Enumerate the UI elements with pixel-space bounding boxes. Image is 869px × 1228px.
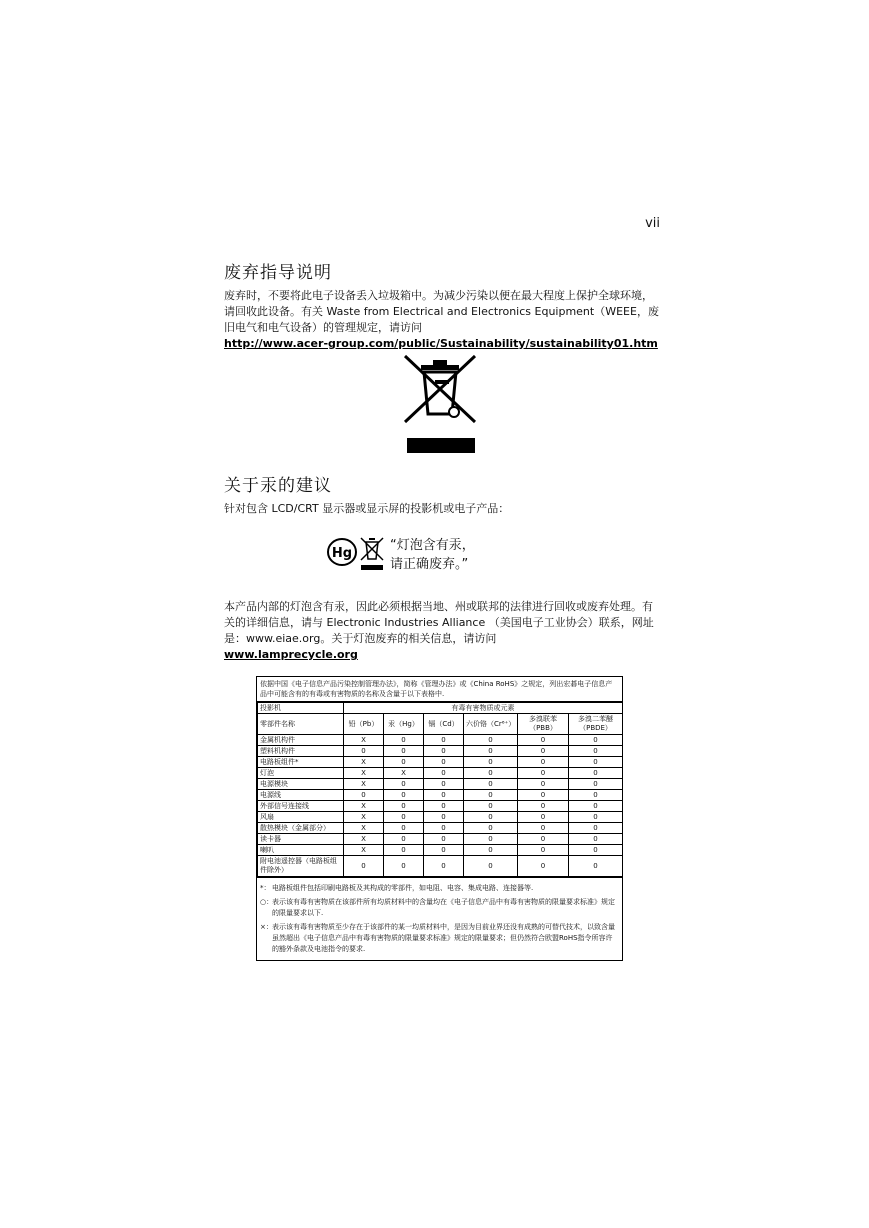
rohs-value-cell: 0 (464, 845, 518, 856)
rohs-value-cell: 0 (384, 812, 424, 823)
rohs-value-cell: 0 (384, 823, 424, 834)
mercury-quote-line2: 请正确废弃。” (390, 557, 469, 572)
rohs-part-name: 外部信号连接线 (258, 801, 344, 812)
rohs-value-cell: 0 (464, 801, 518, 812)
rohs-value-cell: 0 (569, 768, 623, 779)
rohs-value-cell: 0 (518, 812, 569, 823)
rohs-value-cell: 0 (384, 779, 424, 790)
rohs-value-cell: X (344, 801, 384, 812)
rohs-value-cell: 0 (384, 790, 424, 801)
rohs-value-cell: 0 (424, 790, 464, 801)
rohs-note-text: 电路板组件包括印刷电路板及其构成的零部件，如电阻、电容、集成电路、连接器等. (272, 884, 534, 892)
table-row (258, 746, 623, 757)
rohs-part-name: 金属机构件 (258, 735, 344, 746)
rohs-note-text: 表示该有毒有害物质在该部件所有均质材料中的含量均在《电子信息产品中有毒有害物质的限量要求标准》规定的限量要求以下. (272, 898, 615, 917)
rohs-value-cell: 0 (569, 823, 623, 834)
rohs-column-header: 多溴联苯（PBB） (518, 714, 569, 735)
table-row (258, 812, 623, 823)
rohs-value-cell: 0 (384, 845, 424, 856)
rohs-value-cell: 0 (464, 779, 518, 790)
mercury-quote-line1: “灯泡含有汞， (390, 538, 475, 553)
rohs-value-cell: 0 (569, 746, 623, 757)
rohs-part-name: 塑料机构件 (258, 746, 344, 757)
rohs-value-cell: 0 (569, 834, 623, 845)
rohs-value-cell: 0 (384, 856, 424, 877)
rohs-column-header: 多溴二苯醚（PBDE） (569, 714, 623, 735)
rohs-value-cell: 0 (424, 779, 464, 790)
table-row (258, 823, 623, 834)
table-row (258, 779, 623, 790)
mercury-heading: 关于汞的建议 (224, 476, 332, 496)
mercury-paragraph (224, 599, 660, 663)
rohs-column-header: 铅（Pb） (344, 714, 384, 735)
rohs-part-name: 电源模块 (258, 779, 344, 790)
table-row (258, 757, 623, 768)
rohs-value-cell: 0 (464, 735, 518, 746)
mercury-quote (390, 536, 475, 574)
rohs-value-cell: 0 (424, 735, 464, 746)
rohs-value-cell: 0 (518, 834, 569, 845)
hg-logo-text: Hg (331, 546, 353, 561)
rohs-column-header: 汞（Hg） (384, 714, 424, 735)
disposal-body: 废弃时，不要将此电子设备丢入垃圾箱中。为减少污染以便在最大程度上保护全球环境，请回收此设备。有关 Waste from Electrical and Electronics Equipment（WEEE，废旧电气和电气设备）的管理规定，请访问 (224, 289, 659, 334)
weee-black-bar (407, 438, 475, 453)
disposal-link[interactable]: http://www.acer-group.com/public/Sustainability/sustainability01.htm (224, 337, 658, 350)
rohs-value-cell: 0 (569, 790, 623, 801)
rohs-part-name: 灯泡 (258, 768, 344, 779)
rohs-part-header: 零部件名称 (258, 714, 344, 735)
rohs-value-cell: 0 (518, 757, 569, 768)
table-row (258, 801, 623, 812)
rohs-note-mark: ×： (260, 923, 273, 931)
weee-crossed-bin-icon (397, 352, 483, 430)
rohs-value-cell: 0 (384, 801, 424, 812)
rohs-value-cell: 0 (518, 801, 569, 812)
rohs-value-cell: 0 (344, 746, 384, 757)
rohs-value-cell: 0 (464, 823, 518, 834)
rohs-value-cell: 0 (344, 856, 384, 877)
rohs-value-cell: 0 (464, 757, 518, 768)
rohs-value-cell: 0 (569, 812, 623, 823)
mercury-link[interactable]: www.lamprecycle.org (224, 648, 358, 661)
rohs-value-cell: 0 (518, 856, 569, 877)
rohs-column-header: 镉（Cd） (424, 714, 464, 735)
rohs-value-cell: 0 (518, 746, 569, 757)
rohs-value-cell: 0 (464, 856, 518, 877)
rohs-value-cell: 0 (384, 735, 424, 746)
rohs-value-cell: 0 (424, 823, 464, 834)
table-row (258, 845, 623, 856)
rohs-value-cell: 0 (464, 768, 518, 779)
mercury-intro: 针对包含 LCD/CRT 显示器或显示屏的投影机或电子产品： (224, 502, 510, 515)
rohs-part-name: 附电池遥控器（电路板组件除外） (258, 856, 344, 877)
rohs-value-cell: 0 (424, 845, 464, 856)
rohs-note (260, 883, 619, 894)
rohs-value-cell: 0 (424, 768, 464, 779)
rohs-value-cell: 0 (424, 801, 464, 812)
table-row (258, 790, 623, 801)
rohs-value-cell: 0 (424, 757, 464, 768)
rohs-note (260, 897, 619, 919)
rohs-value-cell: 0 (518, 790, 569, 801)
rohs-value-cell: 0 (518, 735, 569, 746)
table-row (258, 834, 623, 845)
rohs-value-cell: 0 (518, 845, 569, 856)
rohs-intro: 依据中国《电子信息产品污染控制管理办法》，简称《管理办法》或《China RoHS》之规定，列出宏碁电子信息产品中可能含有的有毒或有害物质的名称及含量于以下表格中. (257, 677, 622, 702)
rohs-value-cell: X (344, 812, 384, 823)
rohs-part-name: 电源线 (258, 790, 344, 801)
rohs-value-cell: 0 (569, 845, 623, 856)
rohs-group-header: 有毒有害物质或元素 (344, 703, 623, 714)
rohs-notes (257, 877, 622, 960)
rohs-value-cell: 0 (464, 746, 518, 757)
hg-logo-icon (326, 535, 386, 573)
rohs-value-cell: 0 (464, 812, 518, 823)
rohs-value-cell: 0 (569, 801, 623, 812)
rohs-column-header: 六价铬（Cr⁶⁺） (464, 714, 518, 735)
page-number: vii (645, 216, 660, 231)
rohs-value-cell: X (344, 779, 384, 790)
rohs-value-cell: 0 (569, 757, 623, 768)
rohs-value-cell: 0 (464, 834, 518, 845)
rohs-part-name: 喇叭 (258, 845, 344, 856)
rohs-table (257, 702, 623, 877)
rohs-value-cell: 0 (569, 856, 623, 877)
rohs-value-cell: 0 (518, 823, 569, 834)
rohs-value-cell: X (344, 834, 384, 845)
rohs-value-cell: 0 (384, 746, 424, 757)
rohs-part-name: 电路板组件* (258, 757, 344, 768)
rohs-value-cell: 0 (569, 735, 623, 746)
rohs-part-name: 读卡器 (258, 834, 344, 845)
rohs-part-name: 风扇 (258, 812, 344, 823)
rohs-value-cell: X (344, 845, 384, 856)
rohs-note-mark: *： (260, 884, 271, 892)
rohs-value-cell: X (344, 735, 384, 746)
rohs-part-name: 散热模块（金属部分） (258, 823, 344, 834)
rohs-value-cell: X (344, 823, 384, 834)
rohs-table-box (256, 676, 623, 961)
rohs-value-cell: 0 (424, 812, 464, 823)
rohs-value-cell: 0 (424, 856, 464, 877)
rohs-value-cell: 0 (464, 790, 518, 801)
table-row (258, 735, 623, 746)
mercury-body: 本产品内部的灯泡含有汞，因此必须根据当地、州或联邦的法律进行回收或废弃处理。有关的详细信息，请与 Electronic Industries Alliance （美国电子工业协会）联系，网址是：www.eiae.org。关于灯泡废弃的相关信息，请访问 (224, 600, 654, 645)
rohs-value-cell: X (344, 757, 384, 768)
table-row (258, 856, 623, 877)
rohs-value-cell: X (384, 768, 424, 779)
disposal-heading: 废弃指导说明 (224, 263, 332, 283)
disposal-paragraph (224, 288, 660, 352)
rohs-value-cell: 0 (424, 746, 464, 757)
table-row (258, 768, 623, 779)
rohs-note-text: 表示该有毒有害物质至少存在于该部件的某一均质材料中，是因为目前业界还没有成熟的可替代技术，以致含量虽然超出《电子信息产品中有毒有害物质的限量要求标准》规定的限量要求；但仍然符合欧盟RoHS指令所容许的豁外条款及电池指令的要求. (272, 923, 615, 953)
rohs-value-cell: 0 (569, 779, 623, 790)
rohs-value-cell: 0 (424, 834, 464, 845)
rohs-value-cell: 0 (518, 768, 569, 779)
rohs-note (260, 922, 619, 955)
rohs-value-cell: 0 (518, 779, 569, 790)
rohs-note-mark: ○： (260, 898, 274, 906)
rohs-value-cell: 0 (344, 790, 384, 801)
rohs-value-cell: 0 (384, 757, 424, 768)
rohs-product-cell: 投影机 (258, 703, 344, 714)
rohs-value-cell: X (344, 768, 384, 779)
rohs-value-cell: 0 (384, 834, 424, 845)
